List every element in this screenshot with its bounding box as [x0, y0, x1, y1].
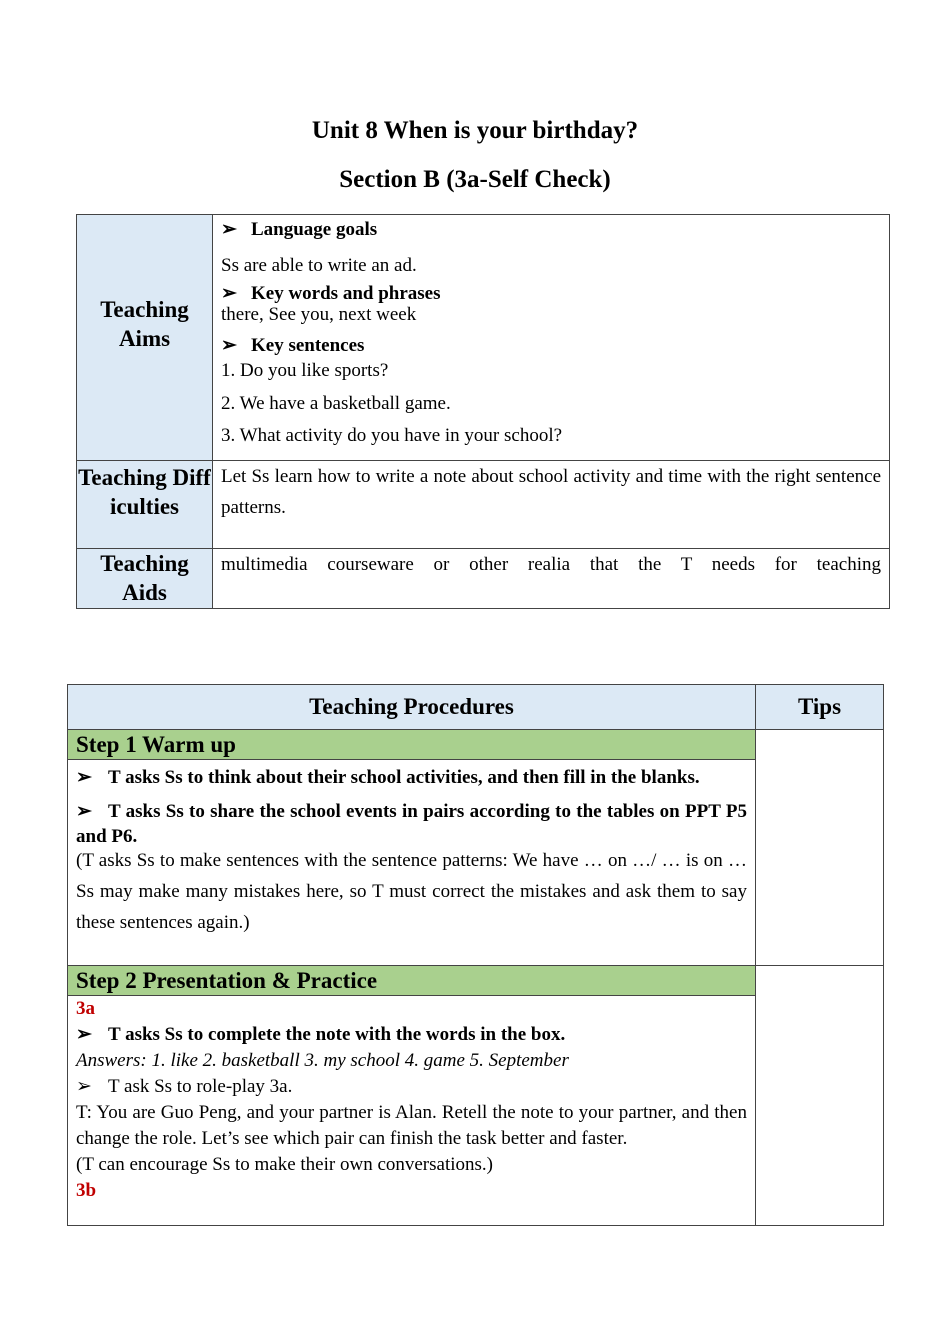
key-sentences-heading: Key sentences — [251, 335, 365, 356]
step2-title-row — [68, 966, 884, 996]
arrow-bullet-icon: ➢ — [76, 801, 92, 822]
tips-header: Tips — [756, 685, 884, 730]
aims-row — [77, 215, 890, 461]
language-goals-text: Ss are able to write an ad. — [221, 255, 417, 276]
aids-label: Teaching Aids — [77, 549, 213, 609]
label-3b: 3b — [76, 1180, 97, 1201]
procedures-header: Teaching Procedures — [68, 685, 756, 730]
arrow-bullet-icon: ➢ — [221, 335, 237, 356]
step2-item2: ➢ T ask Ss to role-play 3a. — [76, 1074, 747, 1100]
language-goals-heading-row — [221, 215, 881, 244]
arrow-bullet-icon: ➢ — [76, 1024, 92, 1045]
step2-answers: Answers: 1. like 2. basketball 3. my school 4. game 5. September — [76, 1050, 569, 1071]
step2-title: Step 2 Presentation & Practice — [68, 966, 756, 996]
key-words-heading-row — [221, 275, 881, 303]
step2-dialog: T: You are Guo Peng, and your partner is Alan. Retell the note to your partner, and then change the role. Let’s see which pair can finish the task better and faster. — [76, 1102, 747, 1149]
key-sentence-2: 2. We have a basketball game. — [221, 393, 451, 414]
aids-text: multimedia courseware or other realia that the T needs for teaching — [213, 549, 890, 609]
step1-title: Step 1 Warm up — [68, 730, 756, 760]
page-title: Unit 8 When is your birthday? — [311, 117, 639, 144]
teaching-procedures-table — [67, 684, 884, 1226]
difficulties-row — [77, 461, 890, 549]
step2-tips-cell — [756, 966, 884, 1226]
aims-label: Teaching Aims — [77, 215, 213, 461]
aims-content — [213, 215, 890, 461]
step2-content — [68, 996, 756, 1226]
arrow-bullet-icon: ➢ — [76, 1076, 92, 1097]
language-goals-heading: Language goals — [251, 219, 378, 240]
page-subtitle: Section B (3a-Self Check) — [339, 166, 611, 193]
difficulties-label: Teaching Difficulties — [77, 461, 213, 549]
key-words-heading: Key words and phrases — [251, 283, 441, 304]
arrow-bullet-icon: ➢ — [221, 283, 237, 304]
label-3a: 3a — [76, 998, 95, 1019]
key-sentence-3: 3. What activity do you have in your school? — [221, 425, 563, 446]
teaching-aims-table — [76, 214, 890, 609]
step1-tips-cell — [756, 730, 884, 966]
step2-note: (T can encourage Ss to make their own conversations.) — [76, 1154, 493, 1175]
aids-row — [77, 549, 890, 609]
procedures-header-row — [68, 685, 884, 730]
step1-item1: ➢ T asks Ss to think about their school activities, and then fill in the blanks. — [76, 762, 747, 793]
difficulties-text: Let Ss learn how to write a note about school activity and time with the right sentence patterns. — [213, 461, 890, 549]
step1-item2: ➢ T asks Ss to share the school events in pairs according to the tables on PPT P5 and P6. — [76, 801, 747, 847]
step2-item1: ➢ T asks Ss to complete the note with the words in the box. — [76, 1022, 747, 1048]
key-words-text: there, See you, next week — [221, 304, 417, 325]
step1-title-row — [68, 730, 884, 760]
arrow-bullet-icon: ➢ — [221, 219, 237, 240]
arrow-bullet-icon: ➢ — [76, 767, 92, 788]
step1-content — [68, 760, 756, 966]
key-sentence-1: 1. Do you like sports? — [221, 360, 389, 381]
step1-note: (T asks Ss to make sentences with the sentence patterns: We have … on …/ … is on … Ss may make many mistakes here, so T must correct the mistakes and ask them to say these sentences again.) — [76, 850, 747, 933]
key-sentences-heading-row — [221, 332, 881, 359]
